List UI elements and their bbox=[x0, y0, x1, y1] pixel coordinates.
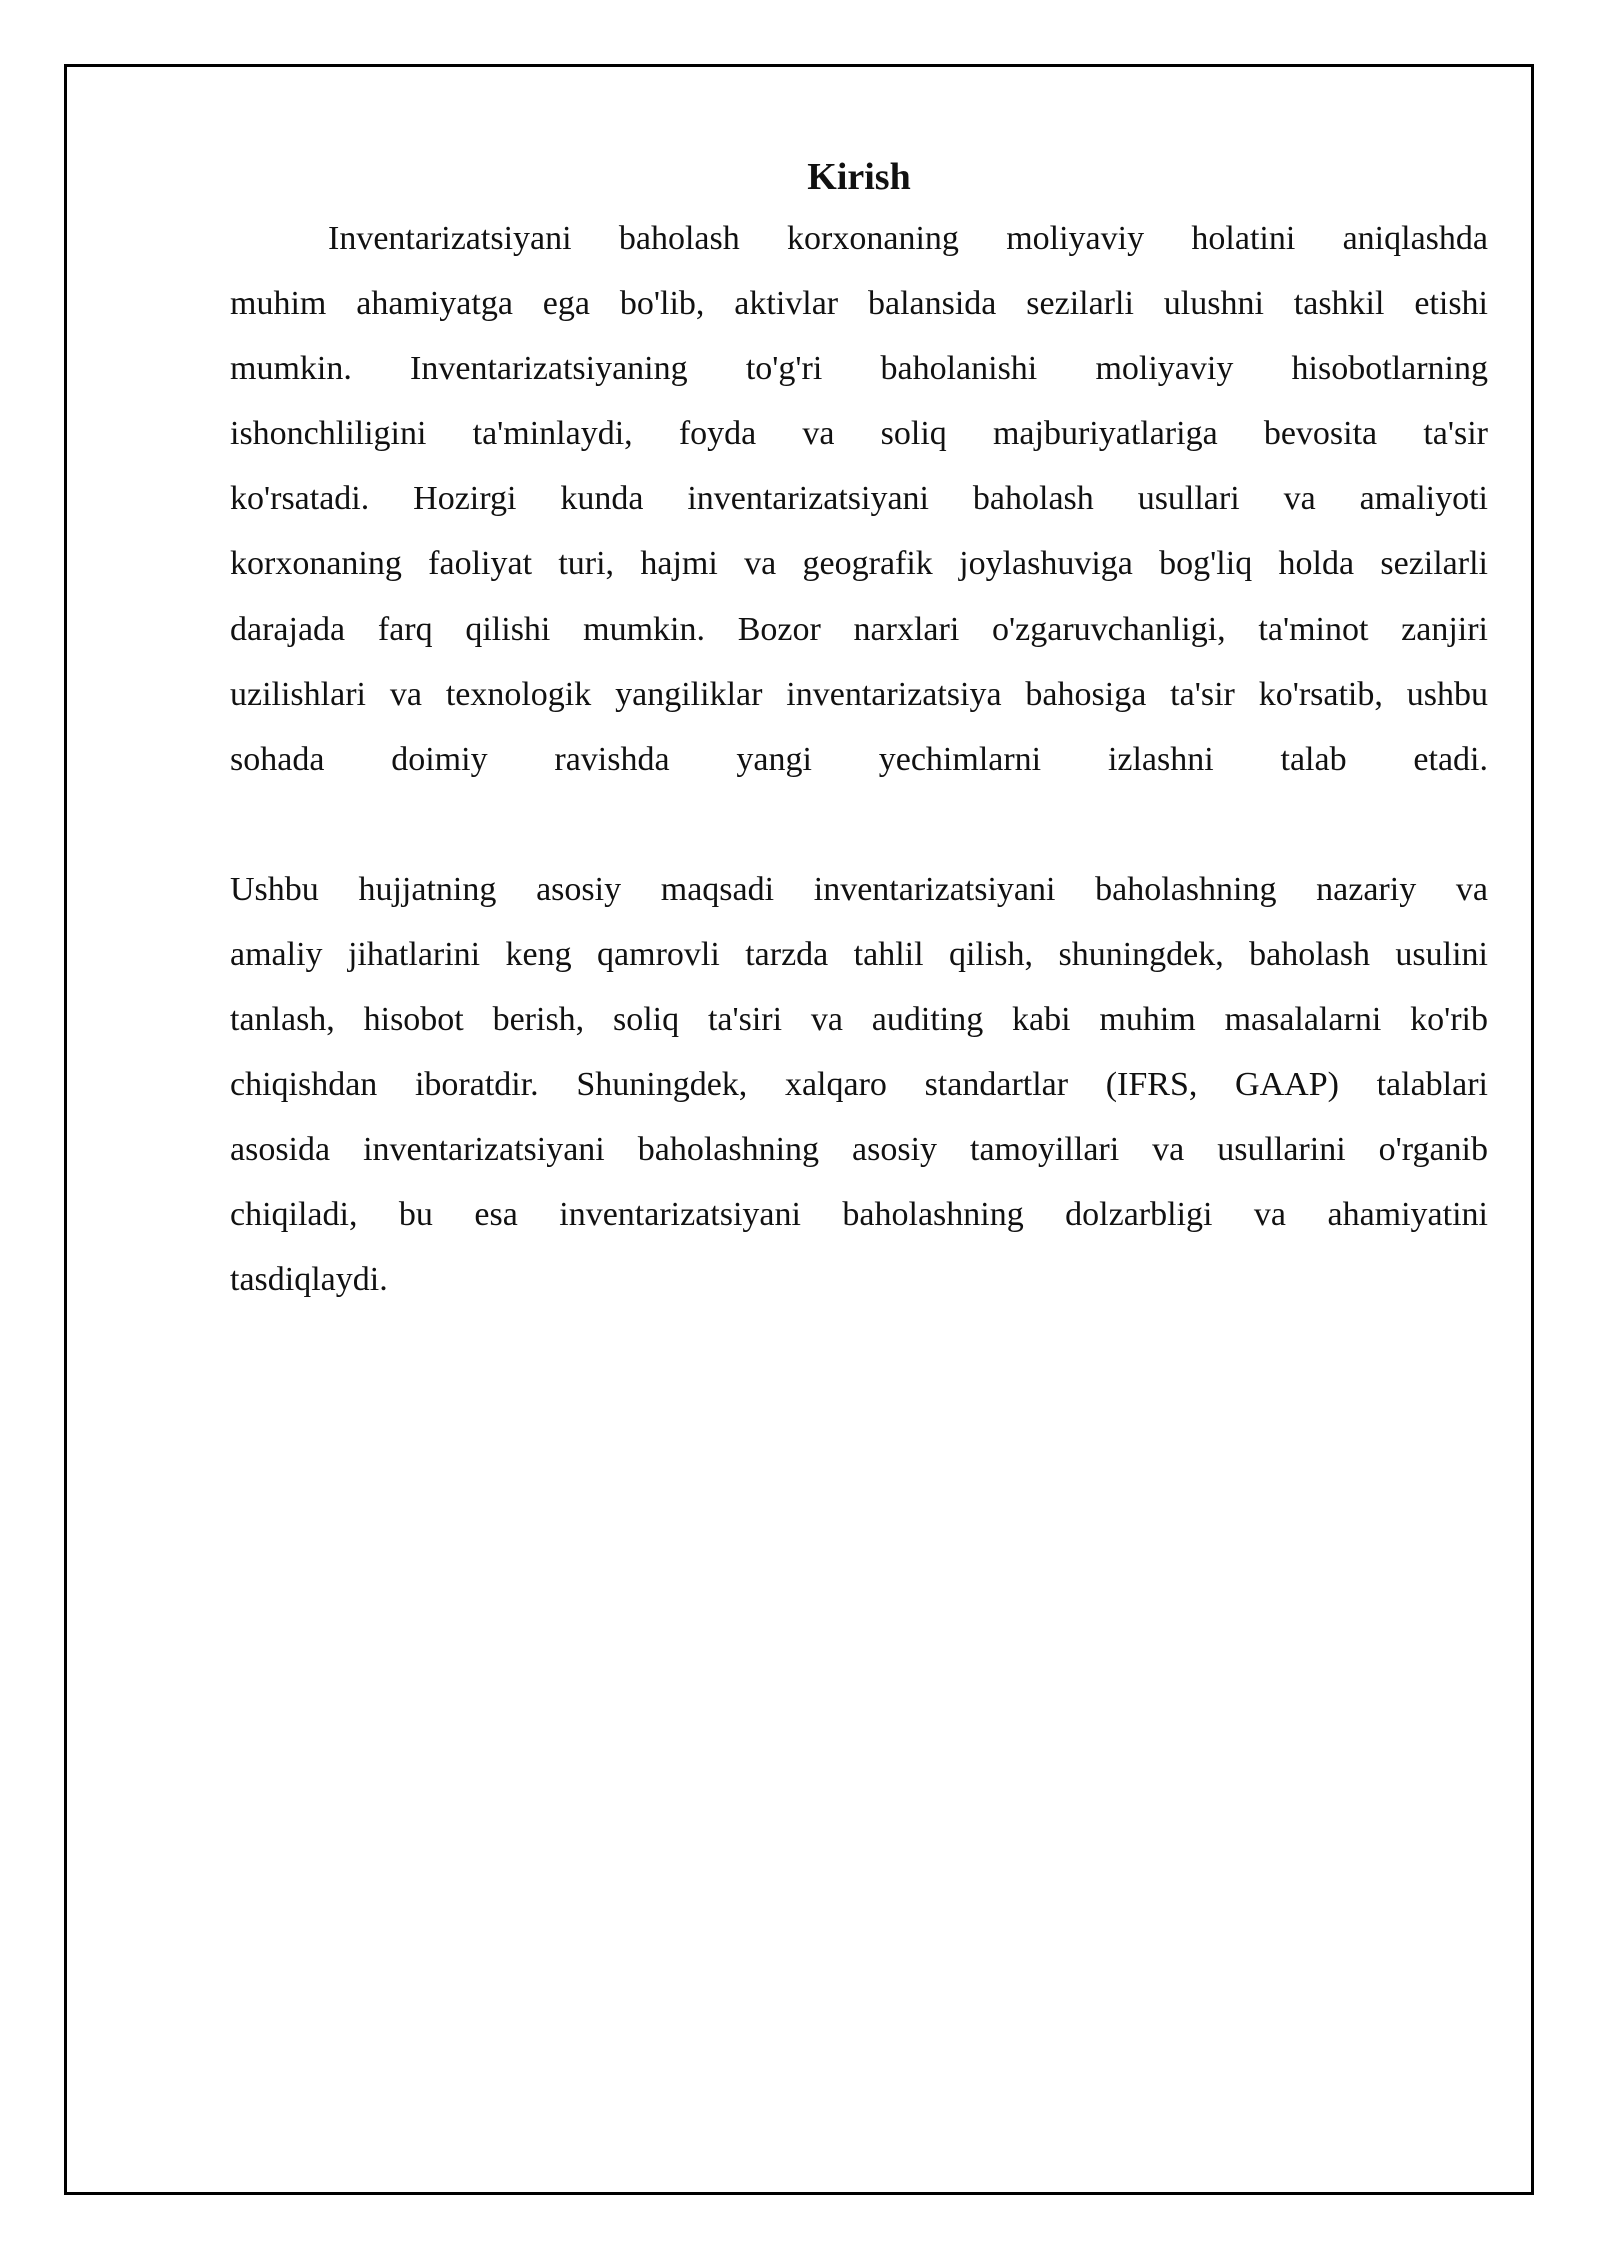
paragraph-line: chiqishdan iboratdir. Shuningdek, xalqaro standartlar (IFRS, GAAP) talablari bbox=[230, 1066, 1488, 1104]
paragraph-line: Ushbu hujjatning asosiy maqsadi inventarizatsiyani baholashning nazariy va bbox=[230, 870, 1488, 908]
paragraph-line: chiqiladi, bu esa inventarizatsiyani baholashning dolzarbligi va ahamiyatini bbox=[230, 1196, 1488, 1234]
paragraph-line: amaliy jihatlarini keng qamrovli tarzda tahlil qilish, shuningdek, baholash usulini bbox=[230, 935, 1488, 973]
paragraph-intro bbox=[230, 206, 1488, 792]
paragraph-purpose bbox=[230, 857, 1488, 1313]
paragraph-line: ko'rsatadi. Hozirgi kunda inventarizatsiyani baholash usullari va amaliyoti bbox=[230, 480, 1488, 518]
paragraph-line: tasdiqlaydi. bbox=[230, 1261, 388, 1299]
paragraph-line: asosida inventarizatsiyani baholashning asosiy tamoyillari va usullarini o'rganib bbox=[230, 1131, 1488, 1169]
section-title: Kirish bbox=[807, 156, 911, 198]
paragraph-line: mumkin. Inventarizatsiyaning to'g'ri baholanishi moliyaviy hisobotlarning bbox=[230, 350, 1488, 388]
document-body bbox=[230, 148, 1488, 1313]
paragraph-line: uzilishlari va texnologik yangiliklar inventarizatsiya bahosiga ta'sir ko'rsatib, ushbu bbox=[230, 675, 1488, 713]
paragraph-line: korxonaning faoliyat turi, hajmi va geografik joylashuviga bog'liq holda sezilarli bbox=[230, 545, 1488, 583]
paragraph-spacer bbox=[230, 792, 1488, 857]
paragraph-line: muhim ahamiyatga ega bo'lib, aktivlar balansida sezilarli ulushni tashkil etishi bbox=[230, 285, 1488, 323]
paragraph-line: Inventarizatsiyani baholash korxonaning moliyaviy holatini aniqlashda bbox=[328, 220, 1488, 257]
paragraph-line: sohada doimiy ravishda yangi yechimlarni izlashni talab etadi. bbox=[230, 740, 1488, 778]
paragraph-line: tanlash, hisobot berish, soliq ta'siri va auditing kabi muhim masalalarni ko'rib bbox=[230, 1001, 1488, 1039]
paragraph-line: darajada farq qilishi mumkin. Bozor narxlari o'zgaruvchanligi, ta'minot zanjiri bbox=[230, 610, 1488, 648]
paragraph-line: ishonchliligini ta'minlaydi, foyda va soliq majburiyatlariga bevosita ta'sir bbox=[230, 415, 1488, 453]
